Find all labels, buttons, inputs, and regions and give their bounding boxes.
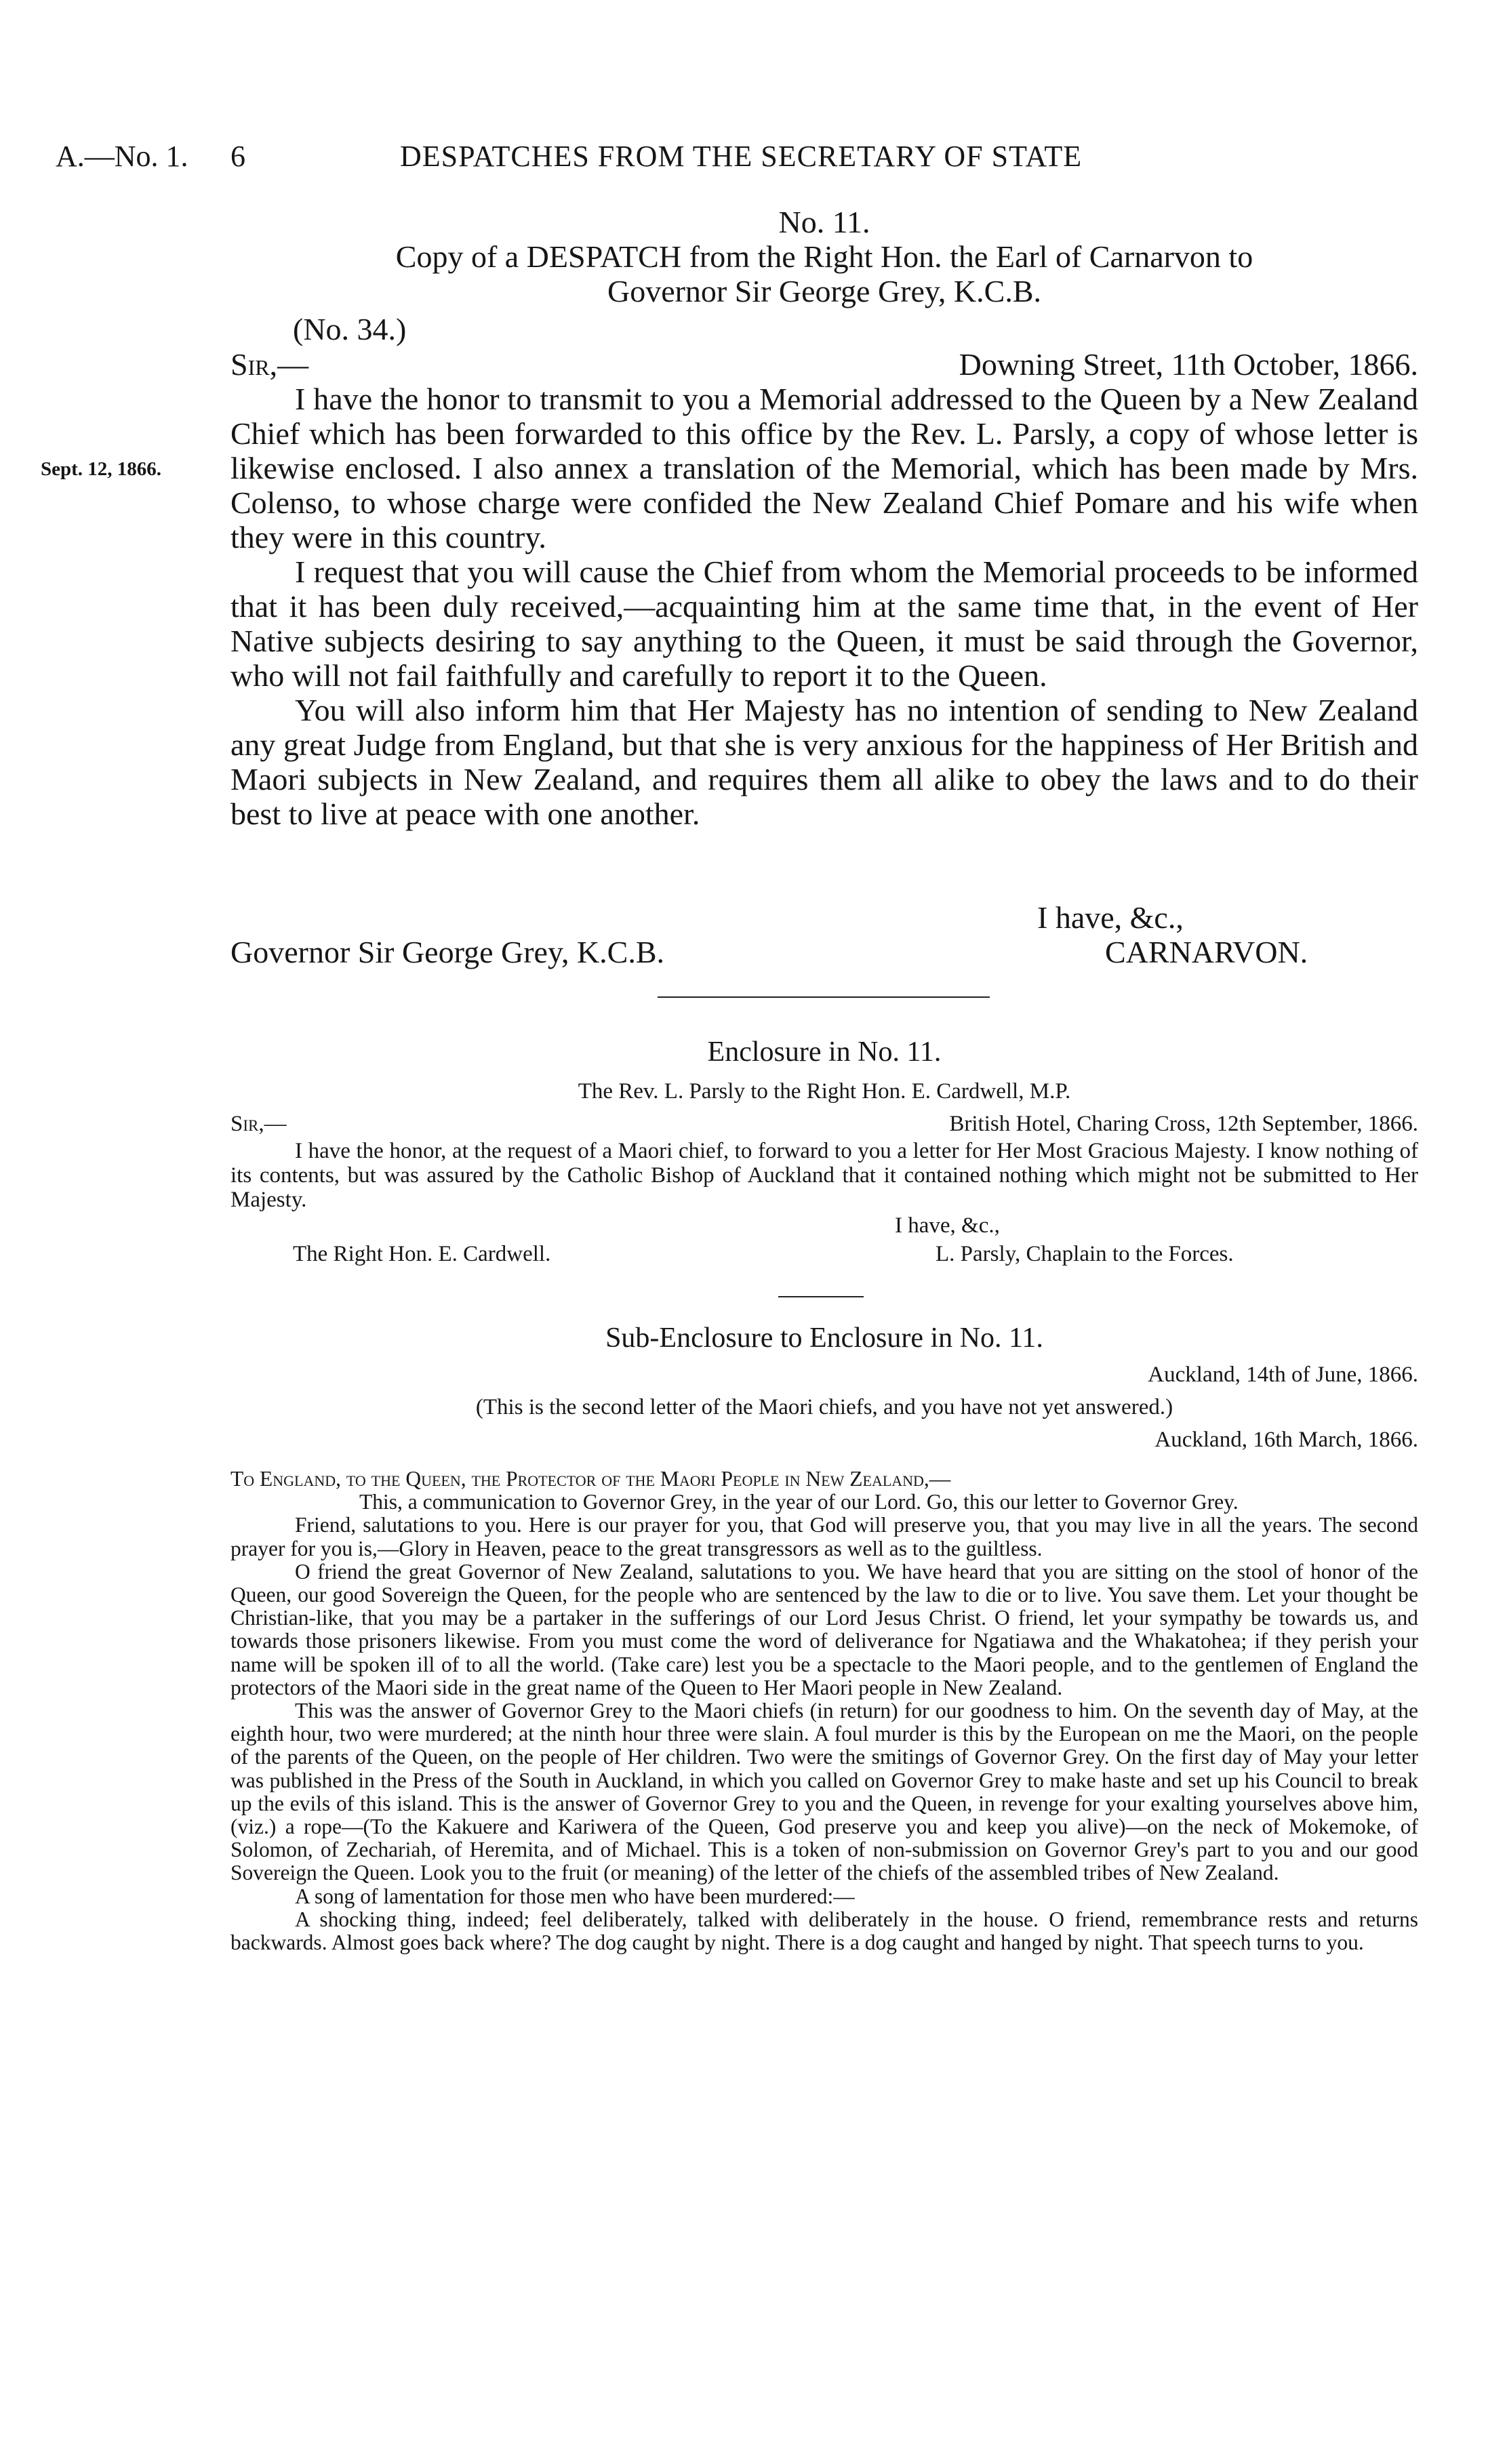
enclosure-signature: L. Parsly, Chaplain to the Forces. <box>936 1242 1234 1266</box>
enclosure-addressee: The Right Hon. E. Cardwell. <box>293 1242 551 1266</box>
despatch-addressee: Governor Sir George Grey, K.C.B. <box>230 935 665 969</box>
sub-enclosure-address: To England, to the Queen, the Protector of the Maori People in New Zealand,— <box>230 1467 951 1491</box>
page-number: 6 <box>230 140 245 173</box>
despatch-number: No. 11. <box>778 205 870 239</box>
section-divider <box>658 996 990 998</box>
sub-enclosure-paragraph-4: This was the answer of Governor Grey to the Maori chiefs (in return) for our goodness to him. On the seventh day of May, at the eighth hour, two were murdered; at the ninth hour three were slain. A foul murder is this by the European on me the Maori, on the people of the parents of the Queen, on the people of Her children. Two were the smitings of Governor Grey. On the first day of May your letter was published in the Press of the South in Auckland, in which you called on Governor Grey to make haste and set up his Council to break up the evils of this island. This is the answer of Governor Grey to you and the Queen, in revenge for your exalting yourselves above him, (viz.) a rope—(To the Kakuere and Kariwera of the Queen, God preserve you and keep you alive)—on the neck of Mokemoke, of Solomon, of Zechariah, of Heremita, and of Michael. This is a token of non-submission on Governor Grey's part to you and our good Sovereign the Queen. Look you to the fruit (or meaning) of the letter of the chiefs of the assembled tribes of New Zealand. <box>230 1699 1418 1885</box>
enclosure-body-block <box>230 1139 1418 1212</box>
sub-enclosure-date-2: Auckland, 16th March, 1866. <box>1154 1428 1418 1452</box>
series-label: A.—No. 1. <box>56 140 188 173</box>
sub-enclosure-paragraph-2: Friend, salutations to you. Here is our prayer for you, that God will preserve you, that you may live in all the years. The second prayer for you is,—Glory in Heaven, peace to the great transgressors as well as to the guiltless. <box>230 1513 1418 1560</box>
sub-enclosure-paragraph-3: O friend the great Governor of New Zealand, salutations to you. We have heard that you are sitting on the stool of honor of the Queen, our good Sovereign the Queen, for the people who are sentenced by the law to die or to live. You save them. Let your thought be Christian-like, that you may be a partaker in the sufferings of our Lord Jesus Christ. O friend, let your sympathy be towards us, and towards those prisoners likewise. From you must come the word of deliverance for Ngatiawa and the Whakatohea; if they perish your name will be spoken ill of to all the world. (Take care) lest you be a spectacle to the Maori people, and to the gentlemen of England the protectors of the Maori side in the great name of the Queen to Her Maori people in New Zealand. <box>230 1559 1418 1699</box>
despatch-ref: (No. 34.) <box>293 312 407 346</box>
despatch-salutation: Sir,— <box>230 347 309 382</box>
running-title: DESPATCHES FROM THE SECRETARY OF STATE <box>400 140 1083 173</box>
despatch-place-date: Downing Street, 11th October, 1866. <box>959 347 1418 382</box>
despatch-paragraph-1: I have the honor to transmit to you a Memorial addressed to the Queen by a New Zealand Chief which has been forwarded to this office by the Rev. L. Parsly, a copy of whose letter is likewise enclosed. I also annex a translation of the Memorial, which has been made by Mrs. Colenso, to whose charge were confided the New Zealand Chief Pomare and his wife when they were in this country. <box>230 382 1418 554</box>
despatch-paragraph-2: I request that you will cause the Chief from whom the Memorial proceeds to be informed that it has been duly received,—acquainting him at the same time that, in the event of Her Native subjects desiring to say anything to the Queen, it must be said through the Governor, who will not fail faithfully and carefully to report it to the Queen. <box>230 554 1418 693</box>
sub-enclosure-paragraph-5: A song of lamentation for those men who have been murdered:— <box>295 1884 855 1908</box>
margin-date-note: Sept. 12, 1866. <box>41 458 162 480</box>
enclosure-salutation: Sir,— <box>230 1112 287 1136</box>
sub-enclosure-body <box>230 1468 1418 1954</box>
sub-enclosure-heading: Sub-Enclosure to Enclosure in No. 11. <box>605 1322 1043 1354</box>
despatch-body <box>230 382 1418 831</box>
despatch-title-line2: Governor Sir George Grey, K.C.B. <box>607 274 1042 308</box>
sub-enclosure-paragraph-6: A shocking thing, indeed; feel deliberately, talked with deliberately in the house. O friend, remembrance rests and returns backwards. Almost goes back where? The dog caught by night. There is a dog caught and hanged by night. That speech turns to you. <box>230 1907 1418 1955</box>
enclosure-closing: I have, &c., <box>895 1213 1000 1238</box>
despatch-title-line1: Copy of a DESPATCH from the Right Hon. the Earl of Carnarvon to <box>395 239 1253 274</box>
despatch-closing: I have, &c., <box>1037 900 1184 935</box>
enclosure-body: I have the honor, at the request of a Maori chief, to forward to you a letter for Her Most Gracious Majesty. I know nothing of its contents, but was assured by the Catholic Bishop of Auckland that it contained nothing which might not be submitted to Her Majesty. <box>230 1139 1418 1212</box>
enclosure-place-date: British Hotel, Charing Cross, 12th September, 1866. <box>949 1112 1418 1136</box>
enclosure-heading: Enclosure in No. 11. <box>707 1036 942 1068</box>
sub-enclosure-note: (This is the second letter of the Maori chiefs, and you have not yet answered.) <box>475 1395 1173 1419</box>
short-divider <box>778 1296 864 1297</box>
despatch-signature: CARNARVON. <box>1105 935 1308 969</box>
enclosure-subheading: The Rev. L. Parsly to the Right Hon. E. Cardwell, M.P. <box>578 1079 1071 1104</box>
sub-enclosure-date-1: Auckland, 14th of June, 1866. <box>1148 1362 1418 1387</box>
sub-enclosure-paragraph-1: This, a communication to Governor Grey, in the year of our Lord. Go, this our letter to Governor Grey. <box>359 1490 1239 1514</box>
despatch-paragraph-3: You will also inform him that Her Majesty has no intention of sending to New Zealand any great Judge from England, but that she is very anxious for the happiness of Her British and Maori subjects in New Zealand, and requires them all alike to obey the laws and to do their best to live at peace with one another. <box>230 693 1418 831</box>
